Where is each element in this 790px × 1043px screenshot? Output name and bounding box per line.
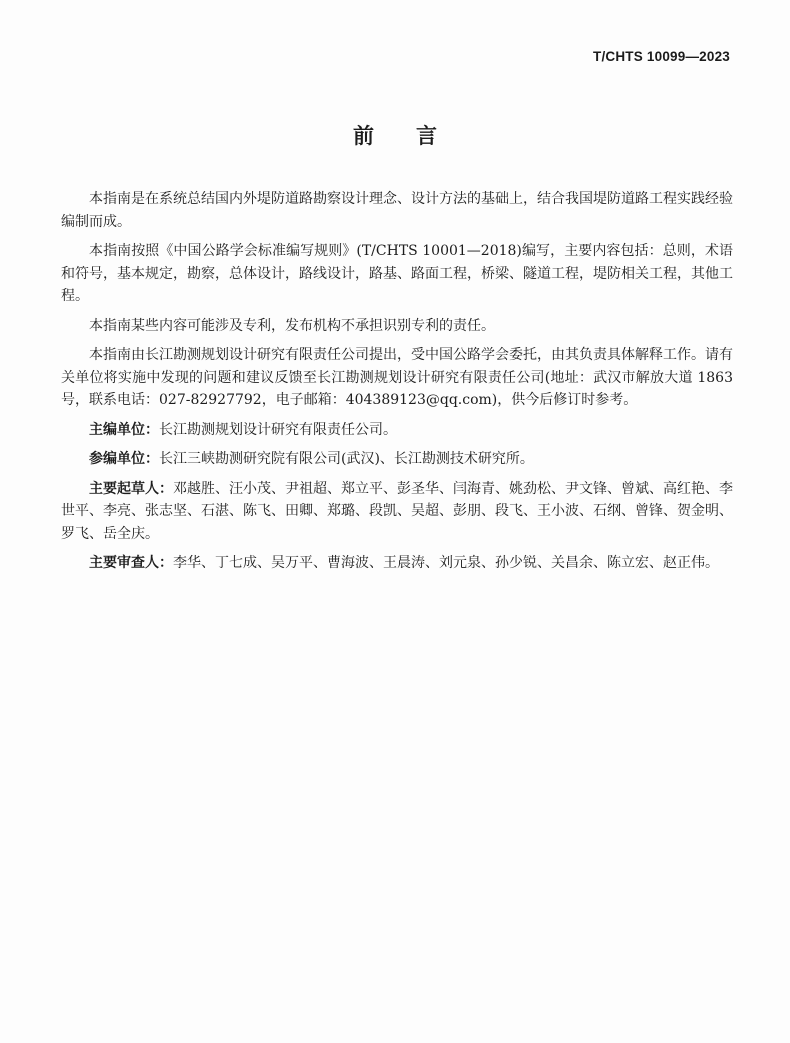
reviewers-label: 主要审查人： [89,555,173,571]
chief-unit-line [61,419,733,442]
foreword-body [61,188,733,582]
reviewers-value: 李华、丁七成、吴万平、曹海波、王晨涛、刘元泉、孙少锐、关昌余、陈立宏、赵正伟。 [173,555,719,571]
page-title [0,120,790,150]
standard-code: T/CHTS 10099—2023 [593,49,730,64]
drafters-label: 主要起草人： [89,480,173,497]
paragraph-3: 本指南某些内容可能涉及专利，发布机构不承担识别专利的责任。 [89,317,495,334]
reviewers-line [61,552,733,575]
paragraph-2: 本指南按照《中国公路学会标准编写规则》(T/CHTS 10001—2018)编写，主要内容包括：总则，术语和符号，基本规定，勘察，总体设计，路线设计，路基、路面工程，桥梁、隧道工程，堤防相关工程，其他工程。 [61,243,733,304]
paragraph-4: 本指南由长江勘测规划设计研究有限责任公司提出，受中国公路学会委托，由其负责具体解释工作。请有关单位将实施中发现的问题和建议反馈至长江勘测规划设计研究有限责任公司(地址：武汉市解放大道 1863 号，联系电话：027-82927792，电子邮箱：404389123@qq.com)，供今后修订时参考。 [61,347,733,408]
chief-unit-value: 长江勘测规划设计研究有限责任公司。 [159,421,397,438]
participating-units-label: 参编单位： [89,451,159,467]
participating-units-line [61,448,733,471]
drafters-line [61,478,733,546]
chief-unit-label: 主编单位： [89,421,159,438]
paragraph-1: 本指南是在系统总结国内外堤防道路勘察设计理念、设计方法的基础上，结合我国堤防道路工程实践经验编制而成。 [61,191,733,230]
drafters-value: 邓越胜、汪小茂、尹祖超、郑立平、彭圣华、闫海青、姚劲松、尹文锋、曾斌、高红艳、李世平、李亮、张志坚、石湛、陈飞、田卿、郑璐、段凯、吴超、彭朋、段飞、王小波、石纲、曾锋、贺金明、罗飞、岳全庆。 [61,480,733,542]
title-char-2: 言 [416,124,437,148]
title-char-1: 前 [353,124,374,148]
participating-units-value: 长江三峡勘测研究院有限公司(武汉)、长江勘测技术研究所。 [159,451,534,467]
